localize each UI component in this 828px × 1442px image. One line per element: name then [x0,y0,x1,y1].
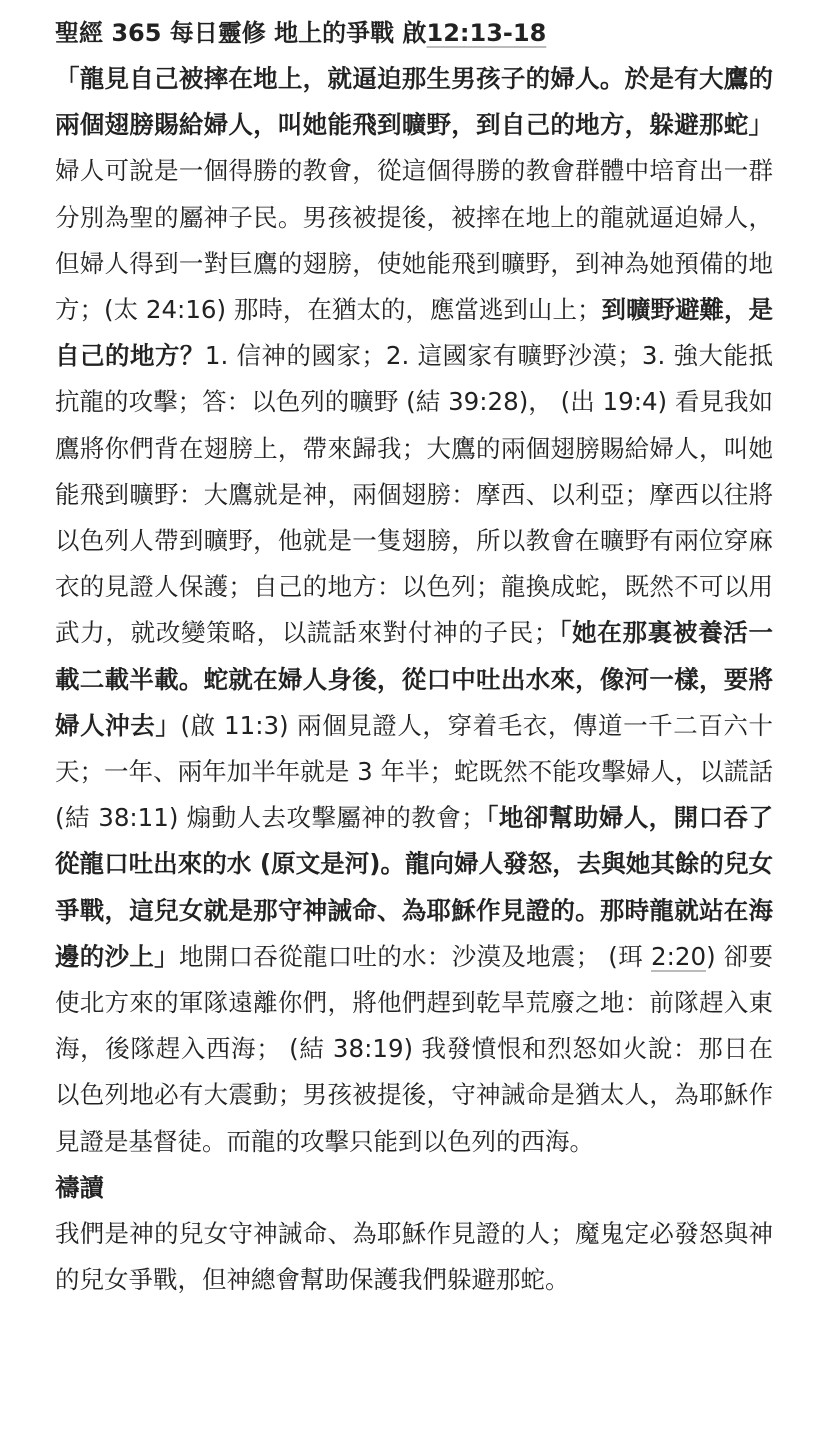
question-text: 到曠野避難，是自己的地方？ [55,295,774,371]
prayer-text: 我們是神的兒女守神誡命、為耶穌作見證的人；魔鬼定必發怒與神的兒女爭戰，但神總會幫助保護我們躲避那蛇。 [55,1218,773,1295]
body-text-3: 1. 信神的國家；2. 這國家有曠野沙漠；3. 強大能抵抗龍的攻擊；答：以色列的曠野 (結 39:28)， (出 19:4) 看見我如鷹將你們背在翅膀上，帶來歸我；大鷹的兩個翅膀賜給婦人，叫她能飛到曠野：大鷹就是神，兩個翅膀：摩西、以利亞；摩西以往將以色列人帶到曠野，他就是一隻翅膀，所以教會在曠野有兩位穿麻衣的見證人保護；自己的地方：以色列；龍換成蛇，既然不可以用武力，就改變策略，以謊話來對付神的子民； [55,341,773,648]
devotional-body [55,56,773,1165]
scripture-quote-3: 「地卻幫助婦人，開口吞了從龍口吐出來的水 (原文是河)。龍向婦人發怒，去與她其餘的兒女爭戰，這兒女就是那守神誡命、為耶穌作見證的。那時龍就站在海邊的沙上」 [55,803,774,971]
scripture-quote-2: 「她在那裏被養活一載二載半載。蛇就在婦人身後，從口中吐出水來，像河一樣，要將婦人沖去」 [55,618,774,740]
body-text-5: 地開口吞從龍口吐的水：沙漠及地震； (珥 [178,941,652,971]
title-text: 聖經 365 每日靈修 地上的爭戰 啟 [55,19,427,47]
devotional-page [55,10,773,1303]
body-text-6: ) 卻要使北方來的軍隊遠離你們，將他們趕到乾旱荒廢之地：前隊趕入東海，後隊趕入西海； (結 38:19) 我發憤恨和烈怒如火說：那日在以色列地必有大震動；男孩被提後，守神誡命是猶太人，為耶穌作見證是基督徒。而龍的攻擊只能到以色列的西海。 [55,941,773,1156]
body-text-2: (太 24:16) 那時，在猶太的，應當逃到山上； [104,295,602,325]
scripture-quote-1: 「龍見自己被摔在地上，就逼迫那生男孩子的婦人。於是有大鷹的兩個翅膀賜給婦人，叫她能飛到曠野，到自己的地方，躲避那蛇」 [55,64,773,140]
page-title [55,10,773,56]
prayer-heading: 禱讀 [55,1172,104,1202]
body-text-4: (啟 11:3) 兩個見證人，穿着毛衣，傳道一千二百六十天；一年、兩年加半年就是 3 年半；蛇既然不能攻擊婦人，以謊話 (結 38:11) 煽動人去攻擊屬神的教會； [55,710,774,833]
title-scripture-reference: 12:13-18 [426,19,547,47]
body-text-1: 婦人可說是一個得勝的教會，從這個得勝的教會群體中培育出一群分別為聖的屬神子民。男孩被提後，被摔在地上的龍就逼迫婦人，但婦人得到一對巨鷹的翅膀，使她能飛到曠野，到神為她預備的地方； [55,156,773,325]
joel-reference: 2:20 [651,941,707,971]
